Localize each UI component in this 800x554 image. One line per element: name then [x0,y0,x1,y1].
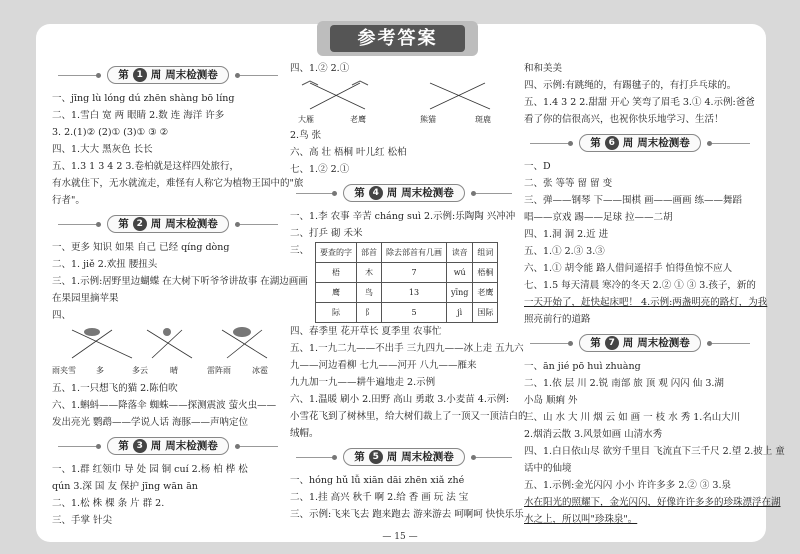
answer-line: 3. 2.(1)② (2)① (3)① ③ ② [52,127,169,138]
answer-line: qún 3.深 国 友 保护 jīng wān ān [52,481,198,492]
matching-lines [52,326,284,362]
table-cell: 际 [316,303,357,323]
section-title: 周末检测卷 [401,187,454,199]
dictionary-table [315,242,498,323]
answer-line: 水之上，所以叫"珍珠泉"。 [524,514,638,525]
week-label: 周 [150,218,162,230]
animal-caption: 老鹰 [350,115,366,124]
weather-caption: 冰雹 [252,366,268,375]
answer-line: 一、1.李 农事 辛苦 cháng suì 2.示例:乐陶陶 兴冲冲 [290,211,516,222]
table-header: 要查的字 [316,243,357,263]
answer-line: 有水就住下，无水就流走，难怪有人称它为植物王国中的"旅 [52,178,304,189]
answer-line: 三、手掌 针尖 [52,515,113,526]
table-cell: 梧桐 [473,263,498,283]
table-cell: 13 [382,283,447,303]
week-label: 周 [622,137,634,149]
weather-caption: 多 [96,366,104,375]
section-week-1: 第 1 周 周末检测卷 [52,66,284,84]
answer-line: 绒帽。 [290,428,319,439]
section-week-6: 第 6 周 周末检测卷 [524,134,756,152]
section-week-3: 第 3 周 周末检测卷 [52,437,284,455]
week-number: 7 [605,336,619,350]
answer-line: 二、张 等等 留 留 变 [524,178,613,189]
answer-line: 五、1.3 1 3 4 2 3.卷柏就是这样四处旅行， [52,161,239,172]
table-header: 除去部首有几画 [382,243,447,263]
weather-caption: 晴 [170,366,178,375]
section-title: 周末检测卷 [165,69,218,81]
answer-line: 五、1.① 2.③ 3.③ [524,246,605,257]
answer-line: 三、 [290,245,310,256]
table-header: 组词 [473,243,498,263]
table-cell: jì [447,303,473,323]
week-number: 6 [605,136,619,150]
answer-line: 五、1.一只想飞的猫 2.陈伯吹 [52,383,178,394]
section-title: 周末检测卷 [401,451,454,463]
answer-line: 看了你的信很高兴，也祝你快乐地学习、生活！ [524,114,724,125]
answer-line: 四、1.白日依山尽 欲穷千里目 飞流直下三千尺 2.望 2.披上 童 [524,446,785,457]
answer-line: 四、1.② 2.① [290,63,350,74]
answer-line: 九九加一九——耕牛遍地走 2.示例 [290,377,436,388]
weather-caption: 雨夹雪 [52,366,76,375]
answer-line: 三、弹——钢琴 下——围棋 画——画画 练——舞蹈 [524,195,743,206]
answer-line: 七、1.② 2.① [290,164,350,175]
animal-caption: 熊猫 [420,115,436,124]
animal-matching-diagram [290,79,518,125]
answer-line: 九——河边看柳 七九——河开 八九——雁来 [290,360,477,371]
answer-line: 七、1.5 每天清晨 寒冷的冬天 2.② ① ③ 3.孩子，新的 [524,280,756,291]
answer-line: 六、1.温暖 刷小 2.田野 高山 勇敢 3.小麦苗 4.示例: [290,394,510,405]
answer-line: 六、高 壮 梧桐 叶儿红 松柏 [290,147,407,158]
answer-line: 四、 [52,310,72,321]
section-title: 周末检测卷 [637,137,690,149]
matching-lines [290,79,518,113]
table-cell: 国际 [473,303,498,323]
answer-line: 发出亮光 鹦鹉——学说人话 海豚——声呐定位 [52,417,249,428]
answer-line: 和和美美 [524,63,563,74]
answer-line: 一、jīng lù lóng dú zhēn shàng bō líng [52,93,235,104]
week-label: 周 [386,187,398,199]
table-cell: 梧 [316,263,357,283]
table-cell: wú [447,263,473,283]
answer-line: 四、春季里 花开草长 夏季里 农事忙 [290,326,442,337]
table-cell: 鸟 [357,283,382,303]
answer-line: 二、打乒 砌 禾米 [290,228,363,239]
answer-line: 小岛 顺痢 外 [524,395,578,406]
answer-line: 行者"。 [52,195,85,206]
answer-line: 二、1.松 株 棵 条 片 群 2. [52,498,165,509]
answer-line: 2.烟消云散 3.风景如画 山清水秀 [524,429,663,440]
table-cell: 鹰 [316,283,357,303]
answer-line: 六、1.① 胡令能 路人借问遥招手 怕得鱼惊不应人 [524,263,733,274]
table-row [316,283,498,303]
table-header: 读音 [447,243,473,263]
week-number: 1 [133,68,147,82]
answer-line: 三、示例:飞来飞去 跑来跑去 游来游去 呵啊呵 快快乐乐 [290,509,524,520]
answer-line: 二、1. jiě 2.欢扭 腰扭头 [52,259,158,270]
answer-line: 四、示例:有跳绳的，有踢毽子的，有打乒乓球的。 [524,80,737,91]
answer-line: 四、1.大大 黑灰色 长长 [52,144,153,155]
table-cell: yīng [447,283,473,303]
table-header: 部首 [357,243,382,263]
section-week-7: 第 7 周 周末检测卷 [524,334,756,352]
answer-line: 五、1.4 3 2 2.甜甜 开心 笑弯了眉毛 3.① 4.示例:爸爸 [524,97,755,108]
answer-line: 2.鸟 张 [290,130,322,141]
week-label: 周 [150,69,162,81]
answer-line: 小雪花飞到了树林里，给大树们裁上了一顶又一顶洁白的 [290,411,528,422]
weather-caption: 多云 [132,366,148,375]
animal-caption: 斑鹿 [475,115,491,124]
answer-line: 水在阳光的照耀下，金光闪闪，好像许许多多的珍珠漂浮在湖 [524,497,781,508]
table-row [316,303,498,323]
week-number: 4 [369,186,383,200]
week-label: 周 [386,451,398,463]
column-3 [524,60,785,528]
week-number: 3 [133,439,147,453]
table-cell: 老鹰 [473,283,498,303]
answer-line: 在果园里摘苹果 [52,293,119,304]
answer-line: 一、ān jié pō huì zhuàng [524,361,641,372]
table-cell: 木 [357,263,382,283]
answer-line: 二、1.挂 高兴 秋千 啊 2.给 香 画 玩 法 宝 [290,492,469,503]
page-title: 参考答案 [330,25,465,52]
answer-line: 唱——京戏 踢——足球 拉——二胡 [524,212,673,223]
weather-matching-diagram [52,326,284,378]
table-cell: 5 [382,303,447,323]
answer-line: 五、1.示例:金光闪闪 小小 许许多多 2.② ③ 3.泉 [524,480,731,491]
week-number: 5 [369,450,383,464]
answer-line: 二、1.依 层 川 2.锐 南部 旅 顶 观 闪闪 仙 3.湖 [524,378,724,389]
animal-caption: 大雁 [298,115,314,124]
week-label: 周 [622,337,634,349]
answer-line: 三、1.示例:居野里边蝴蝶 在大树下听爷爷讲故事 在湖边画画 [52,276,308,287]
section-week-5: 第 5 周 周末检测卷 [290,448,518,466]
column-2 [290,60,528,523]
week-label: 周 [150,440,162,452]
page-number: — 15 — [382,532,418,542]
answer-line: 一、hóng hǔ lǚ xiān dāi zhēn xiǎ zhé [290,475,465,486]
answer-line: 四、1.洞 洞 2.近 进 [524,229,609,240]
table-cell: 阝 [357,303,382,323]
answer-line: 一、1.群 红领巾 导 处 园 铜 cuí 2.杨 柏 桦 松 [52,464,248,475]
answer-line: 照亮前行的道路 [524,314,591,325]
section-week-4: 第 4 周 周末检测卷 [290,184,518,202]
section-title: 周末检测卷 [165,440,218,452]
answer-line: 一天开始了，赶快起床吧！ 4.示例:两盏明亮的路灯，为我 [524,297,768,308]
section-title: 周末检测卷 [165,218,218,230]
answer-line: 一、D [524,161,551,172]
answer-line: 话中的仙境 [524,463,572,474]
weather-caption: 雷阵雨 [207,366,231,375]
table-cell: 7 [382,263,447,283]
section-title: 周末检测卷 [637,337,690,349]
section-week-2: 第 2 周 周末检测卷 [52,215,284,233]
table-row [316,263,498,283]
answer-line: 三、山 水 大 川 烟 云 如 画 一 枝 水 秀 1.名山大川 [524,412,741,423]
week-number: 2 [133,217,147,231]
answer-line: 六、1.蝌蚪——降落伞 蜘蛛——探测震波 萤火虫—— [52,400,277,411]
answer-line: 五、1.一九二九——不出手 三九四九——冰上走 五九六 [290,343,524,354]
answer-line: 一、更多 知识 如果 自己 已经 qíng dòng [52,242,230,253]
answer-line: 二、1.雪白 宽 两 眼睛 2.数 连 海洋 许多 [52,110,225,121]
